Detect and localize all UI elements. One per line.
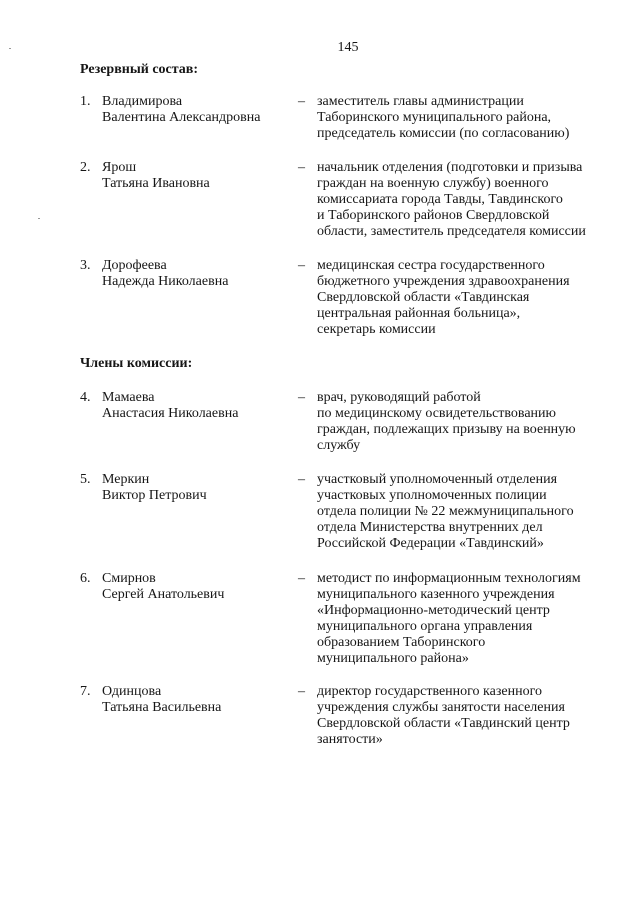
dash: – <box>298 390 305 405</box>
role-line: бюджетного учреждения здравоохранения <box>317 274 570 289</box>
surname: Смирнов <box>102 571 156 586</box>
role-line: муниципального казенного учреждения <box>317 587 555 602</box>
person-name <box>102 94 287 126</box>
given-names: Татьяна Васильевна <box>102 700 222 715</box>
dash: – <box>298 160 305 175</box>
role-description <box>317 472 607 552</box>
role-line: директор государственного казенного <box>317 684 542 699</box>
role-line: образованием Таборинского <box>317 635 486 650</box>
surname: Мамаева <box>102 390 155 405</box>
role-line: муниципального района» <box>317 651 469 666</box>
given-names: Надежда Николаевна <box>102 274 229 289</box>
given-names: Валентина Александровна <box>102 110 261 125</box>
role-line: учреждения службы занятости населения <box>317 700 565 715</box>
person-name <box>102 160 287 192</box>
role-line: начальник отделения (подготовки и призыва <box>317 160 583 175</box>
role-line: медицинская сестра государственного <box>317 258 545 273</box>
role-description <box>317 94 607 142</box>
role-line: комиссариата города Тавды, Тавдинского <box>317 192 563 207</box>
entry-number: 2. <box>80 160 91 175</box>
role-description <box>317 390 607 454</box>
person-name <box>102 390 287 422</box>
role-line: области, заместитель председателя комиссии <box>317 224 586 239</box>
role-line: Свердловской области «Тавдинский центр <box>317 716 570 731</box>
role-line: занятости» <box>317 732 383 747</box>
role-line: заместитель главы администрации <box>317 94 524 109</box>
section-title-reserve: Резервный состав: <box>80 62 199 77</box>
dash: – <box>298 472 305 487</box>
page-number: 145 <box>337 40 359 55</box>
surname: Владимирова <box>102 94 183 109</box>
role-line: муниципального органа управления <box>317 619 533 634</box>
given-names: Татьяна Ивановна <box>102 176 210 191</box>
person-name <box>102 684 287 716</box>
role-line: Свердловской области «Тавдинская <box>317 290 530 305</box>
given-names: Виктор Петрович <box>102 488 207 503</box>
role-description <box>317 160 607 240</box>
person-name <box>102 258 287 290</box>
role-line: по медицинскому освидетельствованию <box>317 406 557 421</box>
person-name <box>102 571 287 603</box>
role-line: граждан на военную службу) военного <box>317 176 549 191</box>
role-line: Таборинского муниципального района, <box>317 110 552 125</box>
section-title-members: Члены комиссии: <box>80 356 193 371</box>
dash: – <box>298 571 305 586</box>
entry-number: 4. <box>80 390 91 405</box>
role-line: секретарь комиссии <box>317 322 436 337</box>
role-description <box>317 571 607 667</box>
role-line: председатель комиссии (по согласованию) <box>317 126 570 141</box>
entry-number: 6. <box>80 571 91 586</box>
entry-number: 1. <box>80 94 91 109</box>
given-names: Анастасия Николаевна <box>102 406 239 421</box>
entry-number: 3. <box>80 258 91 273</box>
role-description <box>317 258 607 338</box>
person-name <box>102 472 287 504</box>
surname: Одинцова <box>102 684 162 699</box>
role-line: «Информационно-методический центр <box>317 603 550 618</box>
role-line: граждан, подлежащих призыву на военную <box>317 422 576 437</box>
surname: Меркин <box>102 472 150 487</box>
entry-number: 7. <box>80 684 91 699</box>
role-line: врач, руководящий работой <box>317 390 481 405</box>
entry-number: 5. <box>80 472 91 487</box>
role-line: отдела Министерства внутренних дел <box>317 520 543 535</box>
scan-speck <box>9 48 11 49</box>
surname: Дорофеева <box>102 258 167 273</box>
role-line: Российской Федерации «Тавдинский» <box>317 536 544 551</box>
surname: Ярош <box>102 160 137 175</box>
role-line: и Таборинского районов Свердловской <box>317 208 550 223</box>
role-line: центральная районная больница», <box>317 306 521 321</box>
given-names: Сергей Анатольевич <box>102 587 225 602</box>
dash: – <box>298 94 305 109</box>
role-line: участковых уполномоченных полиции <box>317 488 547 503</box>
role-line: методист по информационным технологиям <box>317 571 581 586</box>
dash: – <box>298 258 305 273</box>
role-line: службу <box>317 438 361 453</box>
scan-speck <box>38 218 40 219</box>
dash: – <box>298 684 305 699</box>
role-line: отдела полиции № 22 межмуниципального <box>317 504 574 519</box>
role-description <box>317 684 607 748</box>
role-line: участковый уполномоченный отделения <box>317 472 558 487</box>
